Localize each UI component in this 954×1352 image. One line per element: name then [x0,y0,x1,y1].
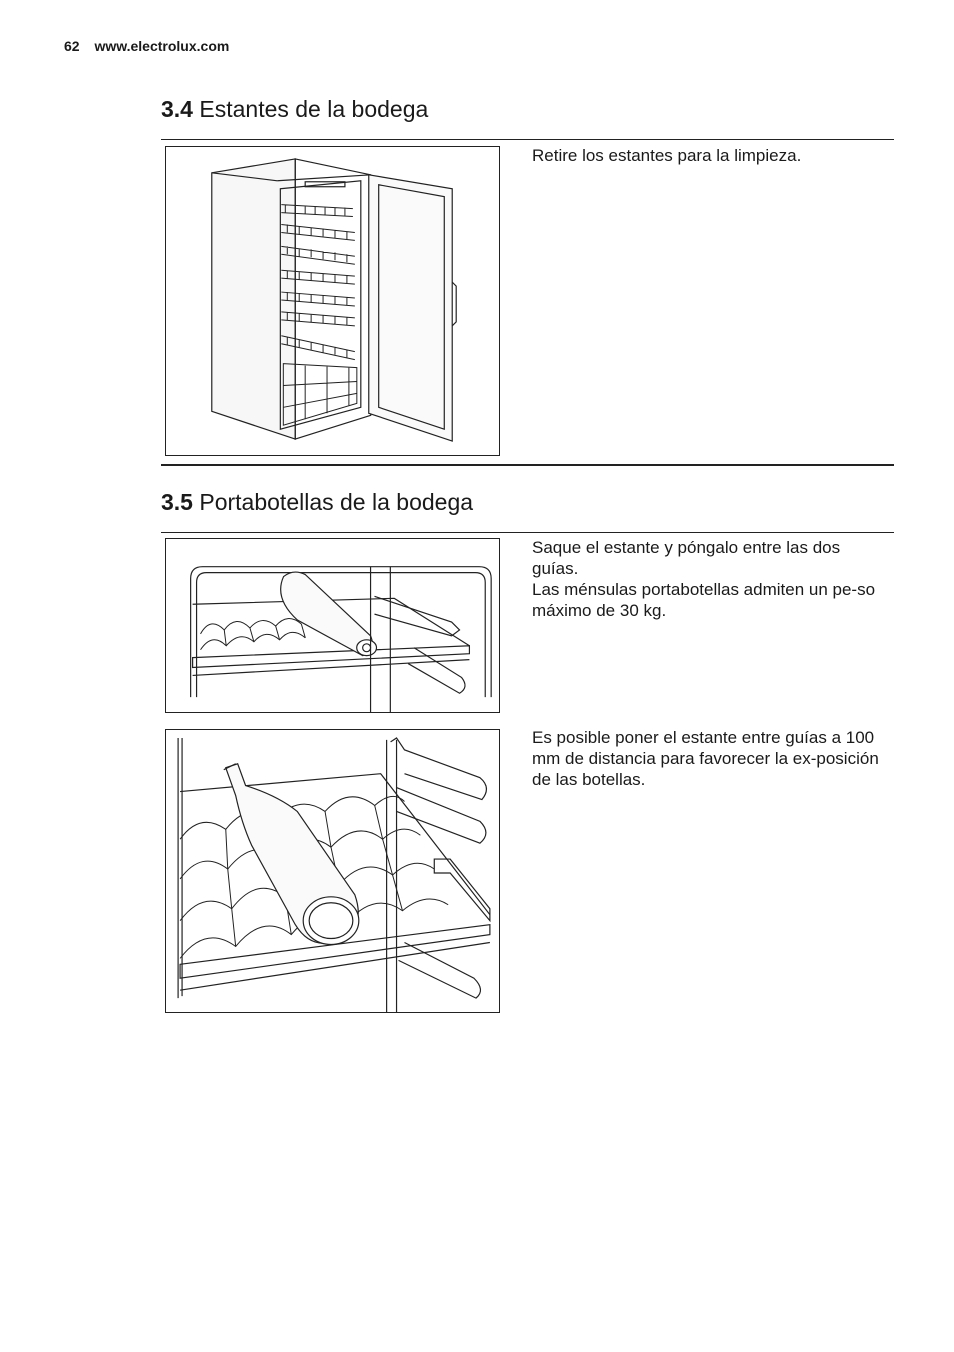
section-title-3-4 [161,96,428,123]
paragraph: Retire los estantes para la limpieza. [532,146,802,165]
page-number: 62 [64,38,80,54]
wine-cabinet-illustration [165,146,500,456]
paragraph: Las ménsulas portabotellas admiten un pe-so máximo de 30 kg. [532,580,876,620]
section-top-rule [161,532,894,533]
website-link[interactable]: www.electrolux.com [94,38,230,54]
paragraph: Saque el estante y póngalo entre las dos guías. [532,538,841,578]
section-title-text: Estantes de la bodega [199,96,429,122]
bottle-shelf-illustration [165,538,500,713]
section-number: 3.5 [161,489,193,515]
section-title-3-5 [161,489,473,516]
section-text [532,727,887,790]
paragraph: Es posible poner el estante entre guías a 100 mm de distancia para favorecer la ex-posición de las botellas. [532,728,879,789]
page-header [64,38,229,54]
section-top-rule [161,139,894,140]
section-bottom-rule [161,464,894,466]
wine-cabinet-drawing [166,147,499,455]
bottle-exposition-illustration [165,729,500,1013]
section-number: 3.4 [161,96,193,122]
bottle-exposition-drawing [166,730,499,1012]
section-text [532,537,887,621]
section-title-text: Portabotellas de la bodega [199,489,474,515]
bottle-shelf-drawing [166,539,499,712]
section-text [532,145,887,166]
